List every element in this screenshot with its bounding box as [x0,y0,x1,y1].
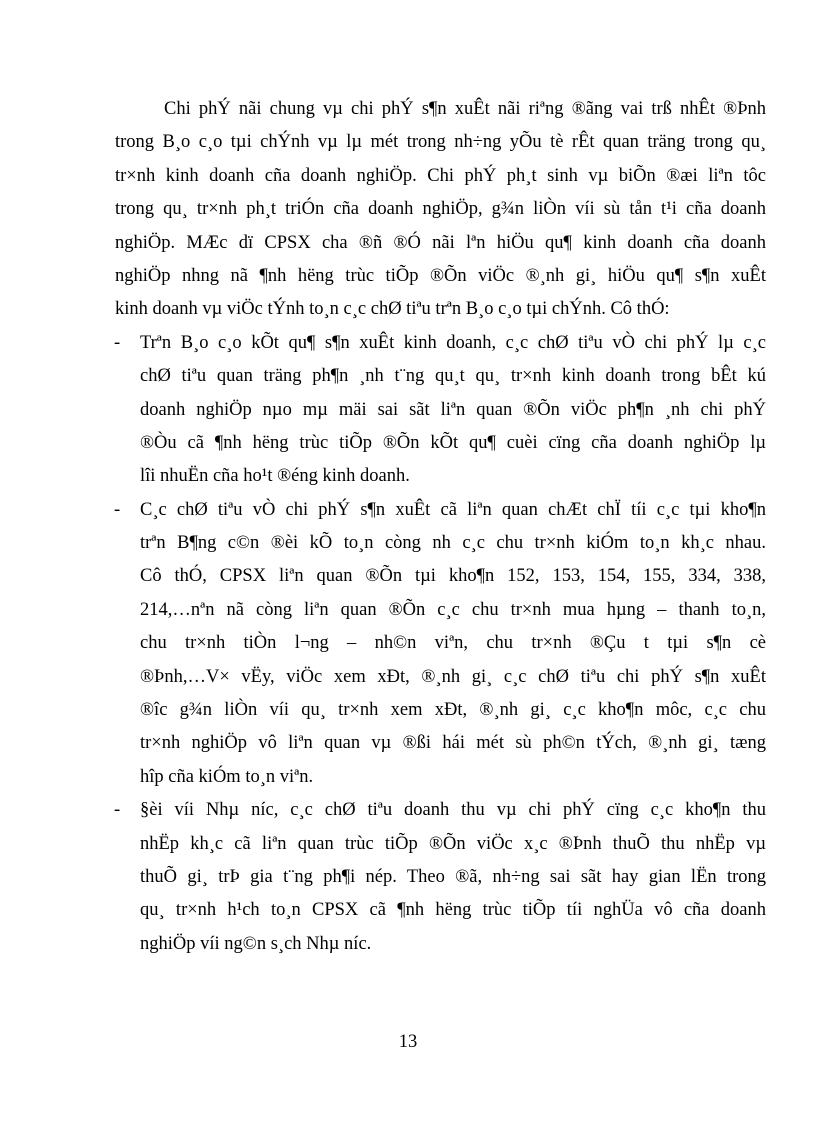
bullet-line: ®Òu cã ¶nh hëng trùc tiÕp ®Õn kÕt qu¶ cuèi cïng cña doanh nghiÖp lµ [140,432,766,453]
bullet-list [114,327,766,961]
paragraph-line: trong B¸o c¸o tµi chÝnh vµ lµ mét trong nh÷ng yÕu tè rÊt quan träng trong qu¸ [115,132,766,153]
bullet-line: thuÕ gi¸ trÞ gia t¨ng ph¶i nép. Theo ®ã, nh÷ng sai sãt hay gian lËn trong [140,866,766,887]
bullet-line: qu¸ tr×nh h¹ch to¸n CPSX cã ¶nh hëng trùc tiÕp tíi nghÜa vô cña doanh [140,900,766,921]
bullet-item [114,494,766,795]
bullet-line: trªn B¶ng c©n ®èi kÕ to¸n còng nh c¸c chu tr×nh kiÓm to¸n kh¸c nhau. [140,533,766,554]
bullet-line: C¸c chØ tiªu vÒ chi phÝ s¶n xuÊt cã liªn quan chÆt chÏ tíi c¸c tµi kho¶n [140,499,766,520]
paragraph-line: Chi phÝ nãi chung vµ chi phÝ s¶n xuÊt nãi riªng ®ãng vai trß nhÊt ®Þnh [164,99,766,119]
bullet-line: ®Þnh,…V× vËy, viÖc xem xÐt, ®¸nh gi¸ c¸c chØ tiªu chi phÝ s¶n xuÊt [140,666,766,687]
paragraph-line: nghiÖp nhng nã ¶nh hëng trùc tiÕp ®Õn viÖc ®¸nh gi¸ hiÖu qu¶ s¶n xuÊt [115,265,766,286]
page-number: 13 [398,1032,418,1052]
bullet-line: hîp cña kiÓm to¸n viªn. [140,766,314,787]
bullet-dash: - [114,800,121,821]
bullet-line: chu tr×nh tiÒn l¬ng – nh©n viªn, chu tr×nh ®Çu t tµi s¶n cè [140,633,766,654]
bullet-line: Cô thÓ, CPSX liªn quan ®Õn tµi kho¶n 152, 153, 154, 155, 334, 338, [140,566,766,587]
body-text [114,93,766,961]
bullet-line: lîi nhuËn cña ho¹t ®éng kinh doanh. [140,466,410,487]
bullet-item [114,327,766,494]
bullet-line: §èi víi Nhµ níc, c¸c chØ tiªu doanh thu vµ chi phÝ cïng c¸c kho¶n thu [140,800,766,821]
bullet-line: doanh nghiÖp nµo mµ mäi sai sãt liªn quan ®Õn viÖc ph¶n ¸nh chi phÝ [140,399,766,420]
intro-paragraph [115,93,766,327]
bullet-line: 214,…nªn nã còng liªn quan ®Õn c¸c chu tr×nh mua hµng – thanh to¸n, [140,599,766,620]
paragraph-line: tr×nh kinh doanh cña doanh nghiÖp. Chi phÝ ph¸t sinh vµ biÕn ®æi liªn tôc [115,165,766,186]
bullet-line: Trªn B¸o c¸o kÕt qu¶ s¶n xuÊt kinh doanh, c¸c chØ tiªu vÒ chi phÝ lµ c¸c [140,332,766,353]
bullet-line: nghiÖp víi ng©n s¸ch Nhµ níc. [140,933,372,954]
bullet-item [114,794,766,961]
bullet-dash: - [114,499,121,520]
bullet-line: tr×nh nghiÖp vô liªn quan vµ ®ßi hái mét sù ph©n tÝch, ®¸nh gi¸ tæng [140,733,766,754]
paragraph-line: nghiÖp. MÆc dï CPSX cha ®ñ ®Ó nãi lªn hiÖu qu¶ kinh doanh cña doanh [115,232,766,253]
paragraph-line: trong qu¸ tr×nh ph¸t triÓn cña doanh nghiÖp, g¾n liÒn víi sù tån t¹i cña doanh [115,199,766,220]
bullet-line: nhËp kh¸c cã liªn quan trùc tiÕp ®Õn viÖc x¸c ®Þnh thuÕ thu nhËp vµ [140,833,766,854]
paragraph-line: kinh doanh vµ viÖc tÝnh to¸n c¸c chØ tiªu trªn B¸o c¸o tµi chÝnh. Cô thÓ: [115,299,670,320]
bullet-line: ®îc g¾n liÒn víi qu¸ tr×nh xem xÐt, ®¸nh gi¸ c¸c kho¶n môc, c¸c chu [140,700,766,721]
bullet-line: chØ tiªu quan träng ph¶n ¸nh t¨ng qu¸t qu¸ tr×nh kinh doanh trong bÊt kú [140,366,766,387]
bullet-dash: - [114,332,121,353]
